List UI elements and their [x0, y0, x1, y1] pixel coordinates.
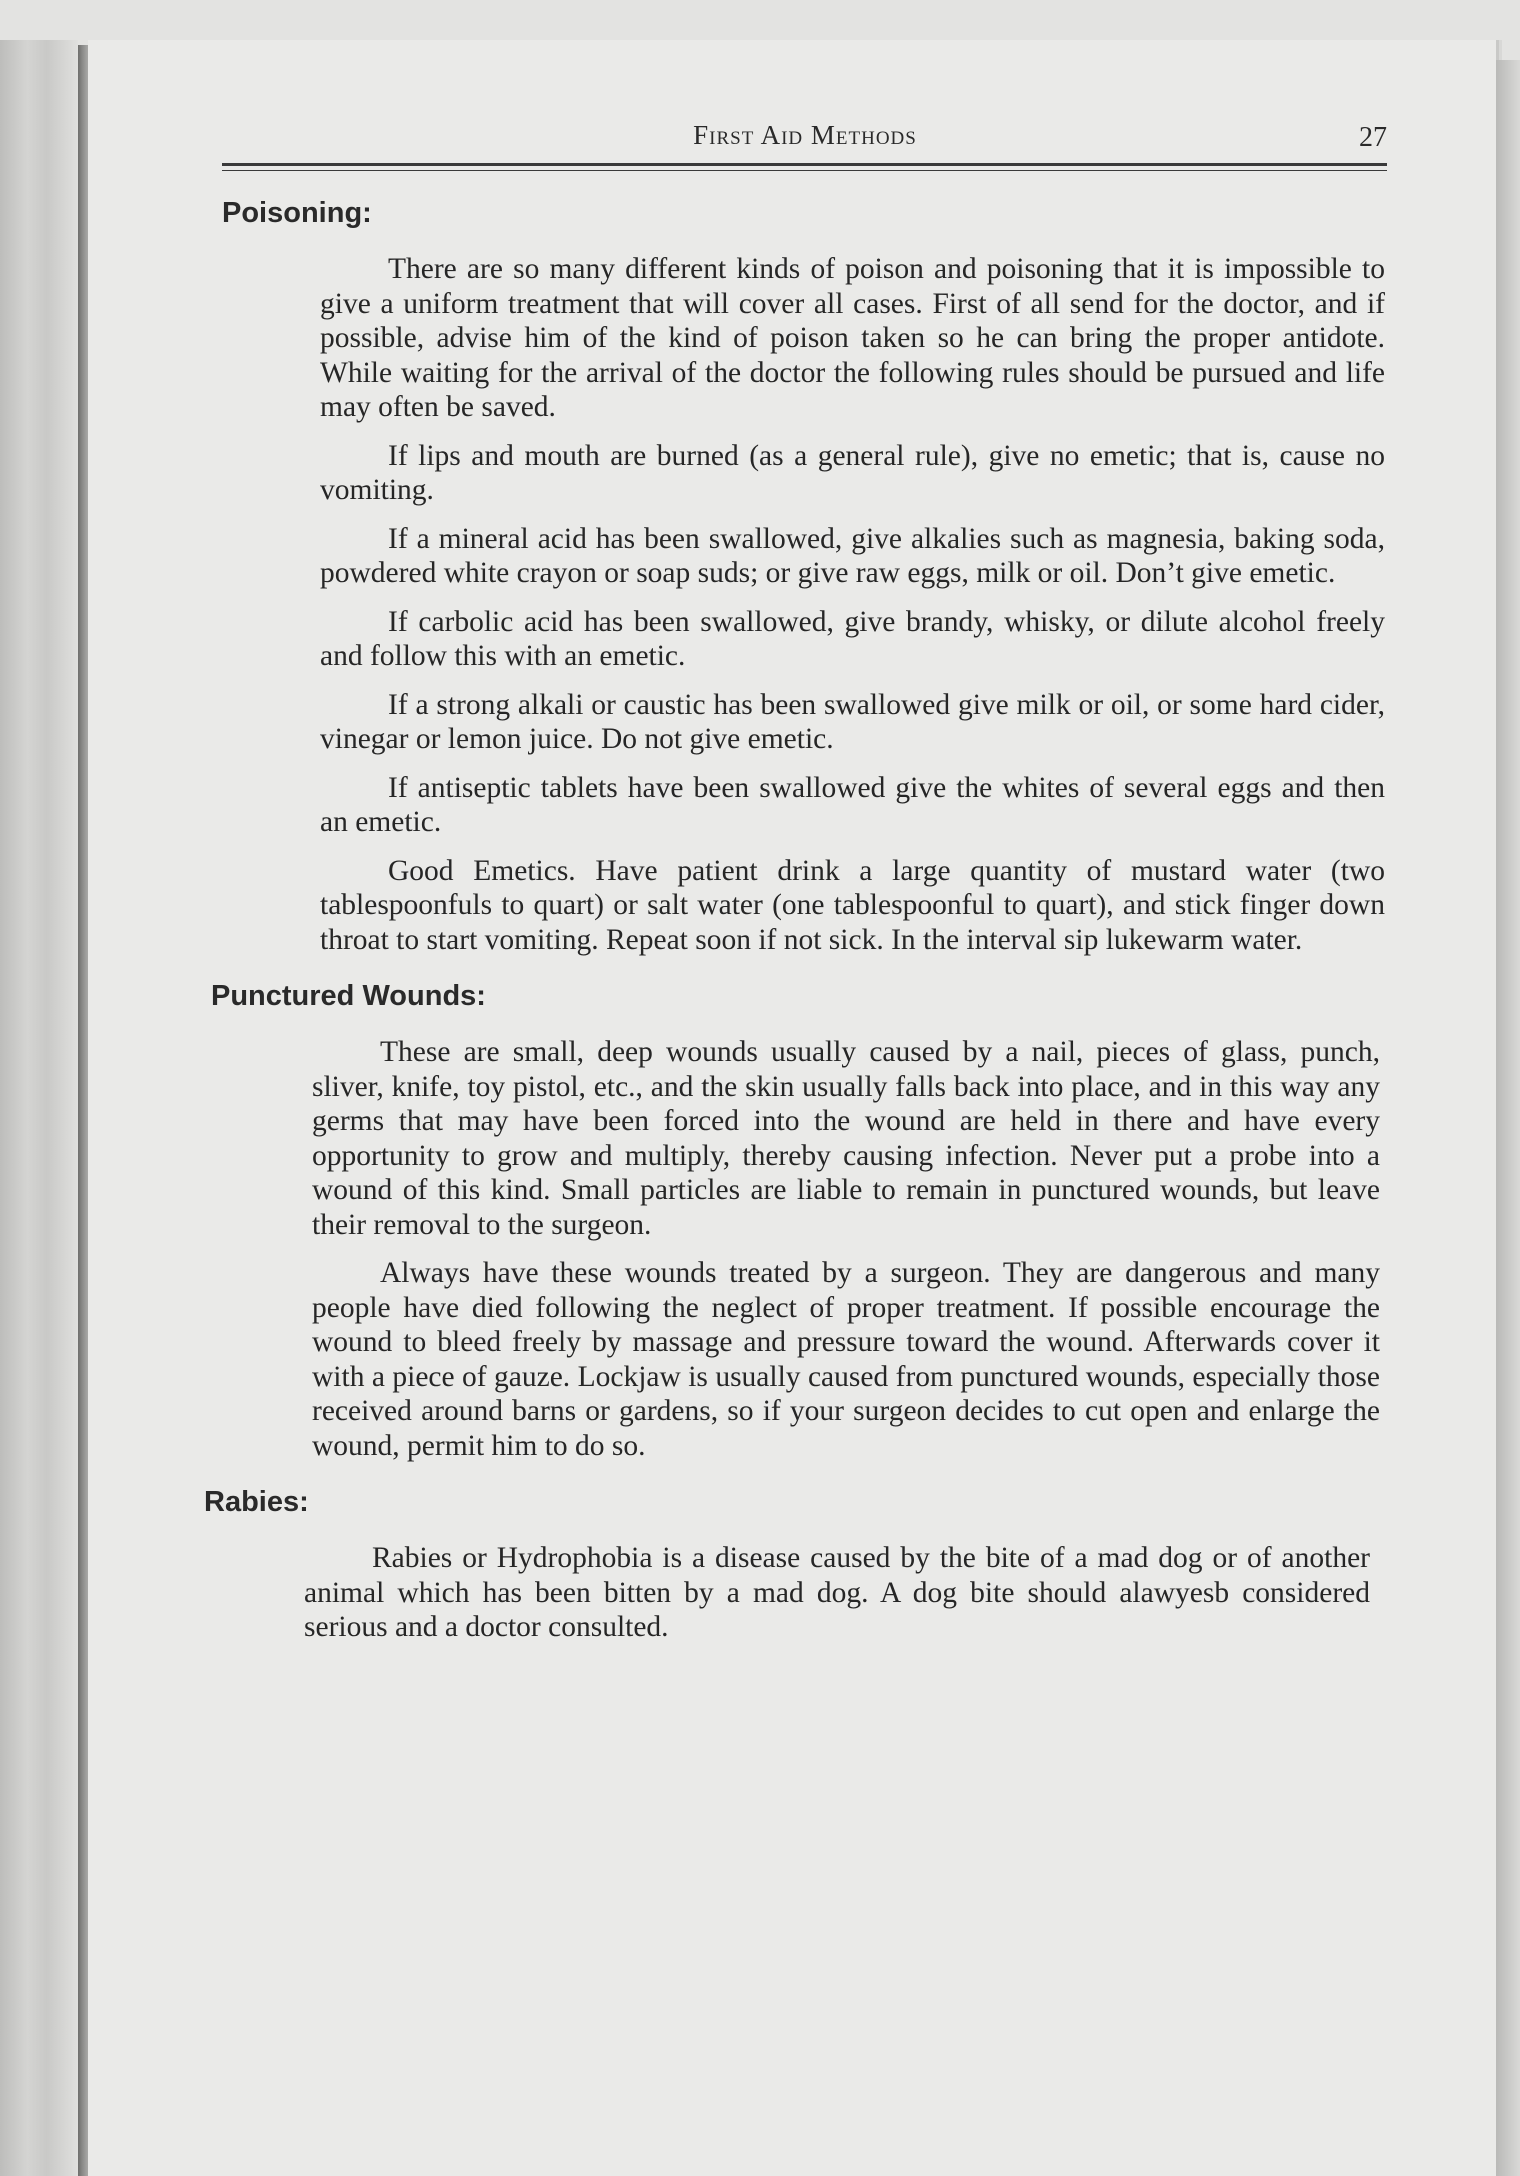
- page-edge-shadow: [1496, 60, 1520, 2176]
- paragraph: Good Emetics. Have patient drink a large quantity of mustard water (two tablespoonfuls to quart) or salt water (one tablespoonful to quart), and stick finger down throat to start vomiting. Repeat soon if not sick. In the interval sip lukewarm water.: [320, 854, 1385, 956]
- paragraph: Always have these wounds treated by a surgeon. They are dangerous and many people have died following the neglect of proper treatment. If possible encourage the wound to bleed freely by massage and pressure toward the wound. Afterwards cover it with a piece of gauze. Lockjaw is usually caused from punctured wounds, especially those received around barns or gardens, so if your surgeon decides to cut open and enlarge the wound, permit him to do so.: [312, 1257, 1380, 1462]
- book-binding: [0, 40, 78, 2176]
- paragraph: Rabies or Hydrophobia is a disease caused by the bite of a mad dog or of another animal which has been bitten by a mad dog. A dog bite should alawyesb considered serious and a doctor consulted.: [304, 1542, 1370, 1643]
- running-header: [225, 120, 1385, 160]
- section-heading: Poisoning:: [222, 197, 372, 229]
- paragraph: If a strong alkali or caustic has been swallowed give milk or oil, or some hard cider, vinegar or lemon juice. Do not give emetic.: [320, 688, 1385, 755]
- header-rule-thick: [222, 163, 1387, 166]
- paragraph: These are small, deep wounds usually caused by a nail, pieces of glass, punch, sliver, knife, toy pistol, etc., and the skin usually falls back into place, and in this way any germs that may have been forced into the wound are held in there and have every opportunity to grow and multiply, thereby causing infection. Never put a probe into a wound of this kind. Small particles are liable to remain in punctured wounds, but leave their removal to the surgeon.: [312, 1036, 1380, 1241]
- running-title: First Aid Methods: [693, 120, 917, 150]
- header-rule-thin: [222, 170, 1387, 171]
- section-punctured-wounds: [200, 979, 1390, 1463]
- section-poisoning: [200, 196, 1390, 957]
- section-heading: Rabies:: [204, 1486, 309, 1518]
- paragraph: If lips and mouth are burned (as a general rule), give no emetic; that is, cause no vomiting.: [320, 439, 1385, 506]
- binding-edge: [78, 45, 88, 2176]
- section-heading: Punctured Wounds:: [211, 980, 486, 1012]
- page-number: 27: [1359, 122, 1387, 153]
- paragraph: If antiseptic tablets have been swallowed give the whites of several eggs and then an emetic.: [320, 771, 1385, 838]
- paragraph: If carbolic acid has been swallowed, give brandy, whisky, or dilute alcohol freely and follow this with an emetic.: [320, 605, 1385, 672]
- page-body: [200, 196, 1390, 1659]
- paragraph: There are so many different kinds of poison and poisoning that it is impossible to give a uniform treatment that will cover all cases. First of all send for the doctor, and if possible, advise him of the kind of poison taken so he can bring the proper antidote. While waiting for the arrival of the doctor the following rules should be pursued and life may often be saved.: [320, 253, 1385, 423]
- section-rabies: [200, 1485, 1390, 1645]
- paragraph: If a mineral acid has been swallowed, give alkalies such as magnesia, baking soda, powdered white crayon or soap suds; or give raw eggs, milk or oil. Don’t give emetic.: [320, 522, 1385, 589]
